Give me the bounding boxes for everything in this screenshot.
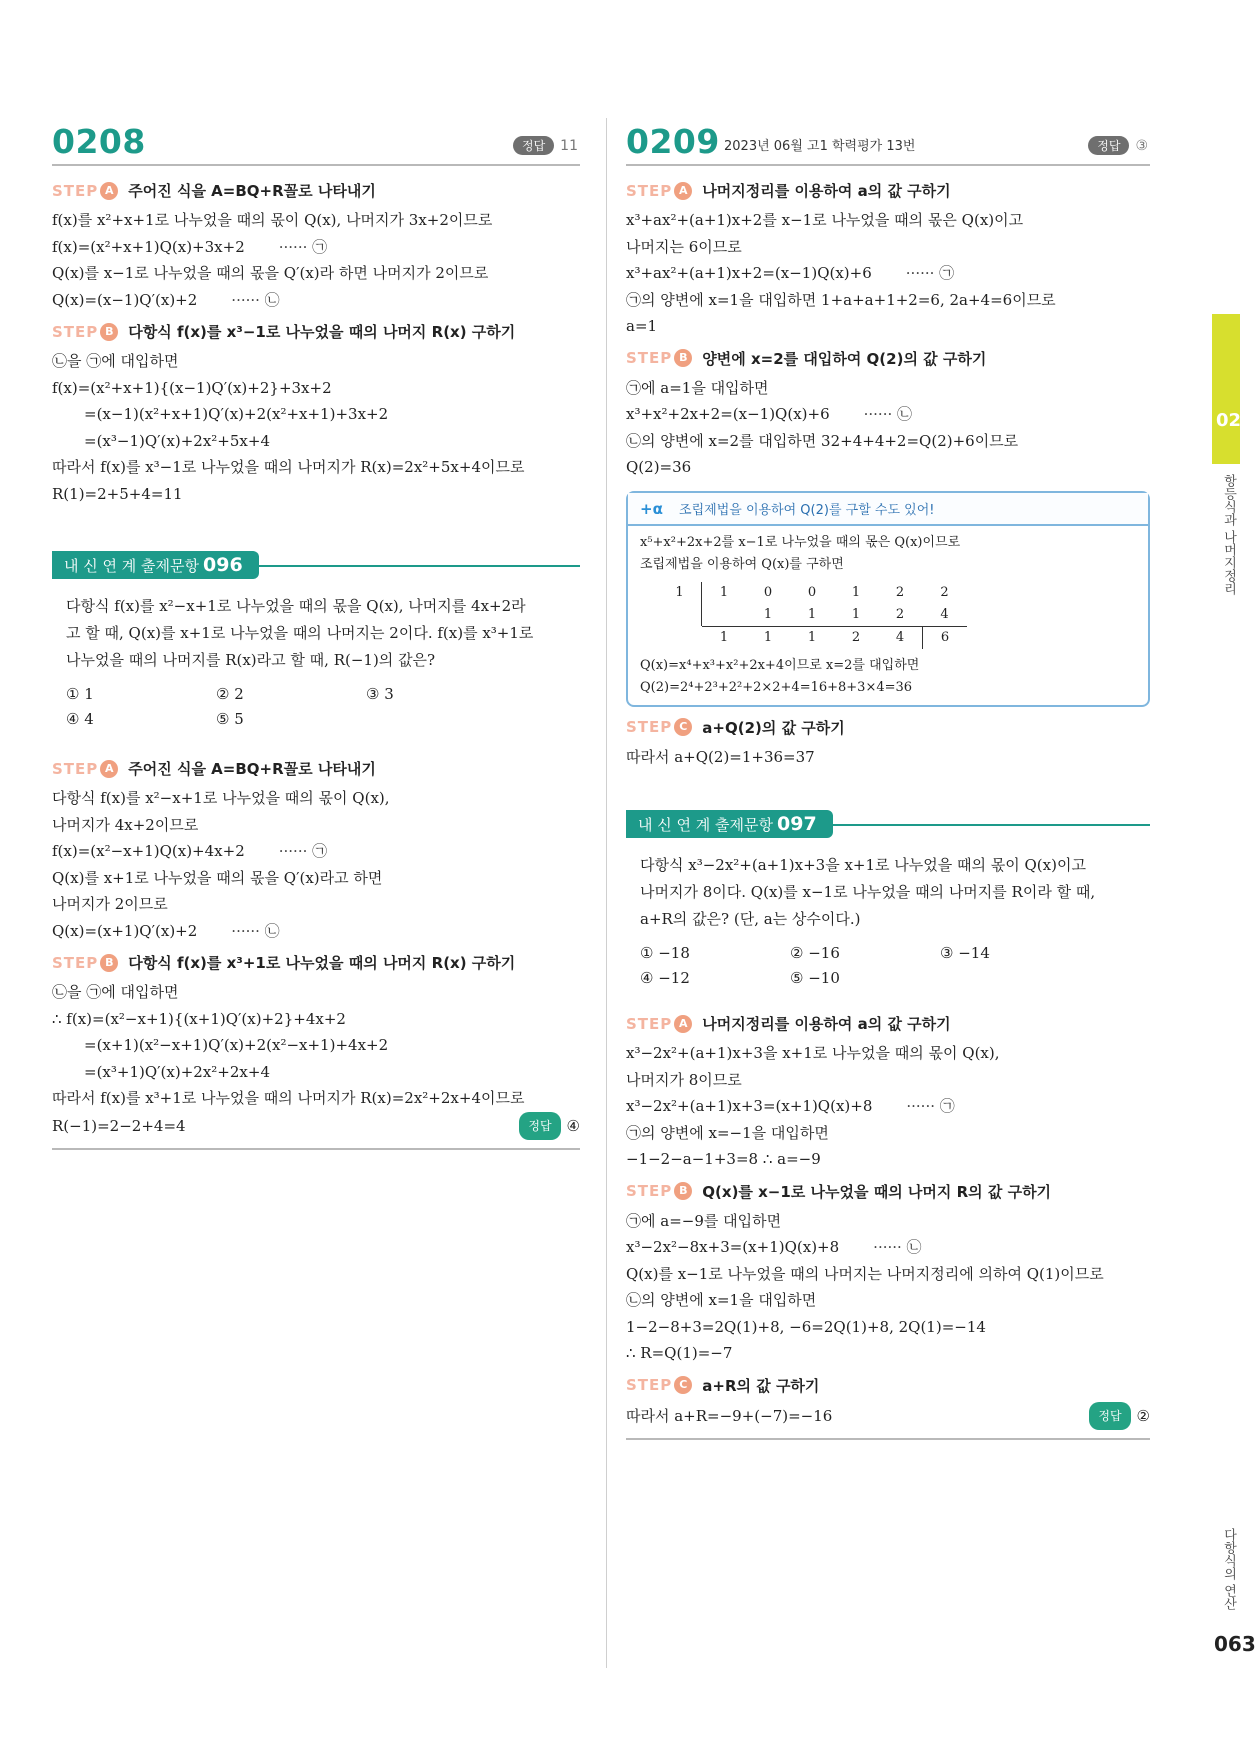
- solution-line: =(x+1)(x²−x+1)Q′(x)+2(x²−x+1)+4x+2: [84, 1036, 389, 1054]
- problem-header: [626, 118, 1150, 166]
- solution-line: x³+ax²+(a+1)x+2를 x−1로 나누었을 때의 몫은 Q(x)이고: [626, 211, 1024, 229]
- answer-box: [513, 136, 578, 155]
- solution-line: ㉡을 ㉠에 대입하면: [52, 352, 179, 370]
- solution-line: 따라서 f(x)를 x³+1로 나누었을 때의 나머지가 R(x)=2x²+2x+4이므로: [52, 1089, 525, 1107]
- tip-header: [628, 493, 1148, 526]
- solution-line: 나머지는 6이므로: [626, 237, 742, 256]
- choice: ⑤ −10: [790, 969, 840, 987]
- step-heading: STEP C a+R의 값 구하기: [626, 1376, 820, 1395]
- solution-line: =(x³+1)Q′(x)+2x²+2x+4: [84, 1062, 270, 1081]
- solution-line: ㉡의 양변에 x=1을 대입하면: [626, 1291, 817, 1309]
- solution-line: f(x)를 x²+x+1로 나누었을 때의 몫이 Q(x), 나머지가 3x+2이므로: [52, 211, 493, 229]
- choice: ③ 3: [366, 685, 394, 703]
- step-heading: STEP A 나머지정리를 이용하여 a의 값 구하기: [626, 1014, 951, 1033]
- step-letter: A: [100, 182, 118, 200]
- related-label: 내 신 연 계 출제문항 096: [52, 551, 259, 579]
- solution-line: Q(x)=(x−1)Q′(x)+2 ······ ㉡: [52, 290, 280, 309]
- step-heading: [52, 321, 580, 342]
- solution-line: Q(x)를 x+1로 나누었을 때의 몫을 Q′(x)라고 하면: [52, 868, 383, 887]
- choice: ③ −14: [940, 944, 990, 962]
- problem-header: [52, 118, 580, 166]
- tip-title: 조립제법을 이용하여 Q(2)를 구할 수도 있어!: [679, 502, 935, 518]
- problem-number: 0209: [626, 122, 720, 161]
- answer-label: 정답: [1088, 136, 1129, 155]
- synthetic-division-table: 1 1 0 0 1 2 2 1 1 1 2 4 1 1 1 2 4 6: [658, 582, 967, 649]
- column-divider: [606, 118, 607, 1668]
- solution-steps: [626, 180, 1150, 481]
- solution-line: −1−2−a−1+3=8 ∴ a=−9: [626, 1150, 821, 1168]
- solution-line: x³+x²+2x+2=(x−1)Q(x)+6 ······ ㉡: [626, 405, 913, 423]
- solution-line: =(x³−1)Q′(x)+2x²+5x+4: [84, 431, 270, 450]
- solution-line: ㉡을 ㉠에 대입하면: [52, 983, 179, 1001]
- solution-line: x³−2x²+(a+1)x+3을 x+1로 나누었을 때의 몫이 Q(x),: [626, 1044, 1000, 1062]
- related-number: 096: [203, 554, 243, 576]
- solution-line: f(x)=(x²+x+1){(x−1)Q′(x)+2}+3x+2: [52, 378, 332, 397]
- step-word: STEP: [52, 181, 99, 200]
- related-header: [626, 810, 1150, 840]
- solution-line: ㉠에 a=−9를 대입하면: [626, 1211, 782, 1230]
- choice: ⑤ 5: [216, 710, 244, 728]
- final-line: R(−1)=2−2+4=4 정답 ④: [52, 1112, 580, 1141]
- solution-line: ㉠에 a=1을 대입하면: [626, 378, 769, 397]
- chapter-tab: 02: [1212, 314, 1240, 464]
- step-heading: STEP C a+Q(2)의 값 구하기: [626, 718, 845, 737]
- solution-line: x³−2x²−8x+3=(x+1)Q(x)+8 ······ ㉡: [626, 1238, 922, 1256]
- answer-choices: [626, 937, 1150, 997]
- solution-steps: [52, 180, 580, 507]
- final-answer: 정답 ②: [1089, 1402, 1150, 1431]
- answer-label: 정답: [513, 136, 554, 155]
- solution-line: Q(x)를 x−1로 나누었을 때의 나머지는 나머지정리에 의하여 Q(1)이므로: [626, 1264, 1104, 1283]
- step-heading: STEP A 나머지정리를 이용하여 a의 값 구하기: [626, 181, 951, 200]
- solution-line: Q(x)를 x−1로 나누었을 때의 몫을 Q′(x)라 하면 나머지가 2이므로: [52, 264, 489, 282]
- solution-line: ∴ R=Q(1)=−7: [626, 1344, 733, 1362]
- solution-line: Q(x)=(x+1)Q′(x)+2 ······ ㉡: [52, 921, 280, 940]
- answer-box: [1088, 136, 1148, 155]
- solution-line: 나머지가 2이므로: [52, 895, 168, 913]
- choice: ② −16: [790, 944, 840, 962]
- tip-box: [626, 491, 1150, 707]
- solution-line: R(1)=2+5+4=11: [52, 484, 183, 503]
- choice: ② 2: [216, 685, 244, 703]
- problem-0209-column: [626, 118, 1150, 1440]
- unit-title: 다항식의 연산: [1221, 1528, 1236, 1611]
- chapter-title: 항등식과 나머지정리: [1221, 474, 1236, 596]
- solution-line: a=1: [626, 317, 658, 335]
- related-problem: [626, 810, 1150, 997]
- choice: ① −18: [640, 944, 690, 962]
- related-solution: [626, 1013, 1150, 1440]
- solution-line: =(x−1)(x²+x+1)Q′(x)+2(x²+x+1)+3x+2: [84, 405, 389, 423]
- step-title: 주어진 식을 A=BQ+R꼴로 나타내기: [128, 182, 376, 200]
- choice: ① 1: [66, 685, 94, 703]
- choice: ④ 4: [66, 710, 94, 728]
- problem-0208-column: [52, 118, 580, 1150]
- solution-line: ㉠의 양변에 x=−1을 대입하면: [626, 1123, 829, 1142]
- tip-body: x⁵+x²+2x+2를 x−1로 나누었을 때의 몫은 Q(x)이므로 조립제법을 이용하여 Q(x)를 구하면 1 1 0 0 1 2 2 1 1 1 2 4 1 1 1 2 4 6 Q(x)=x⁴+x³+x²+2x+4이므로 x=2를 대입하면 Q(2)=2⁴+2³+2²+2×2+4=16+8+3×4=36: [628, 526, 1148, 705]
- related-number: 097: [777, 813, 817, 835]
- solution-line: ㉡의 양변에 x=2를 대입하면 32+4+4+2=Q(2)+6이므로: [626, 431, 1019, 450]
- alpha-icon: +α: [640, 499, 663, 518]
- related-problem: [52, 551, 580, 738]
- solution-line: 나머지가 4x+2이므로: [52, 815, 199, 834]
- answer-value: ③: [1135, 137, 1148, 154]
- related-question: 다항식 f(x)를 x²−x+1로 나누었을 때의 몫을 Q(x), 나머지를 4x+2라 고 할 때, Q(x)를 x+1로 나누었을 때의 나머지는 2이다. f(x)를 x³+1로 나누었을 때의 나머지를 R(x)라고 할 때, R(−1)의 값은?: [66, 597, 534, 669]
- answer-value: 11: [560, 137, 578, 154]
- solution-line: f(x)=(x²−x+1)Q(x)+4x+2 ······ ㉠: [52, 842, 328, 860]
- solution-line: ㉠의 양변에 x=1을 대입하면 1+a+a+1+2=6, 2a+4=6이므로: [626, 290, 1056, 309]
- step-heading: STEP A 주어진 식을 A=BQ+R꼴로 나타내기: [52, 759, 376, 778]
- solution-line: ∴ f(x)=(x²−x+1){(x+1)Q′(x)+2}+4x+2: [52, 1009, 346, 1028]
- step-heading: STEP B 다항식 f(x)를 x³+1로 나누었을 때의 나머지 R(x) 구하기: [52, 953, 516, 972]
- solution-line: 따라서 f(x)를 x³−1로 나누었을 때의 나머지가 R(x)=2x²+5x+4이므로: [52, 458, 525, 476]
- step-heading: [52, 180, 580, 201]
- step-title: 다항식 f(x)를 x³−1로 나누었을 때의 나머지 R(x) 구하기: [128, 323, 516, 341]
- solution-line: x³+ax²+(a+1)x+2=(x−1)Q(x)+6 ······ ㉠: [626, 264, 955, 282]
- related-solution: [52, 758, 580, 1150]
- problem-number: 0208: [52, 122, 146, 161]
- related-question: 다항식 x³−2x²+(a+1)x+3을 x+1로 나누었을 때의 몫이 Q(x)이고 나머지가 8이다. Q(x)를 x−1로 나누었을 때의 나머지를 R이라 할 때, a+R의 값은? (단, a는 상수이다.): [640, 856, 1096, 928]
- page-number: 063: [1214, 1632, 1256, 1656]
- choice: ④ −12: [640, 969, 690, 987]
- step-heading: STEP B Q(x)를 x−1로 나누었을 때의 나머지 R의 값 구하기: [626, 1182, 1052, 1201]
- answer-choices: [52, 678, 580, 738]
- solution-line: 다항식 f(x)를 x²−x+1로 나누었을 때의 몫이 Q(x),: [52, 789, 390, 807]
- solution-line: Q(2)=36: [626, 458, 692, 476]
- final-answer: 정답 ④: [519, 1112, 580, 1141]
- solution-line: x³−2x²+(a+1)x+3=(x+1)Q(x)+8 ······ ㉠: [626, 1097, 955, 1115]
- solution-line: f(x)=(x²+x+1)Q(x)+3x+2 ······ ㉠: [52, 237, 328, 256]
- problem-source: 2023년 06월 고1 학력평가 13번: [724, 139, 916, 154]
- step-word: STEP: [52, 322, 99, 341]
- solution-line: 나머지가 8이므로: [626, 1070, 742, 1089]
- step-letter: B: [100, 323, 118, 341]
- final-line: 따라서 a+R=−9+(−7)=−16 정답 ②: [626, 1402, 1150, 1431]
- solution-line: 따라서 a+Q(2)=1+36=37: [626, 747, 815, 766]
- related-header: [52, 551, 580, 581]
- related-label: 내 신 연 계 출제문항 097: [626, 810, 833, 838]
- solution-line: 1−2−8+3=2Q(1)+8, −6=2Q(1)+8, 2Q(1)=−14: [626, 1317, 986, 1336]
- step-heading: STEP B 양변에 x=2를 대입하여 Q(2)의 값 구하기: [626, 349, 987, 368]
